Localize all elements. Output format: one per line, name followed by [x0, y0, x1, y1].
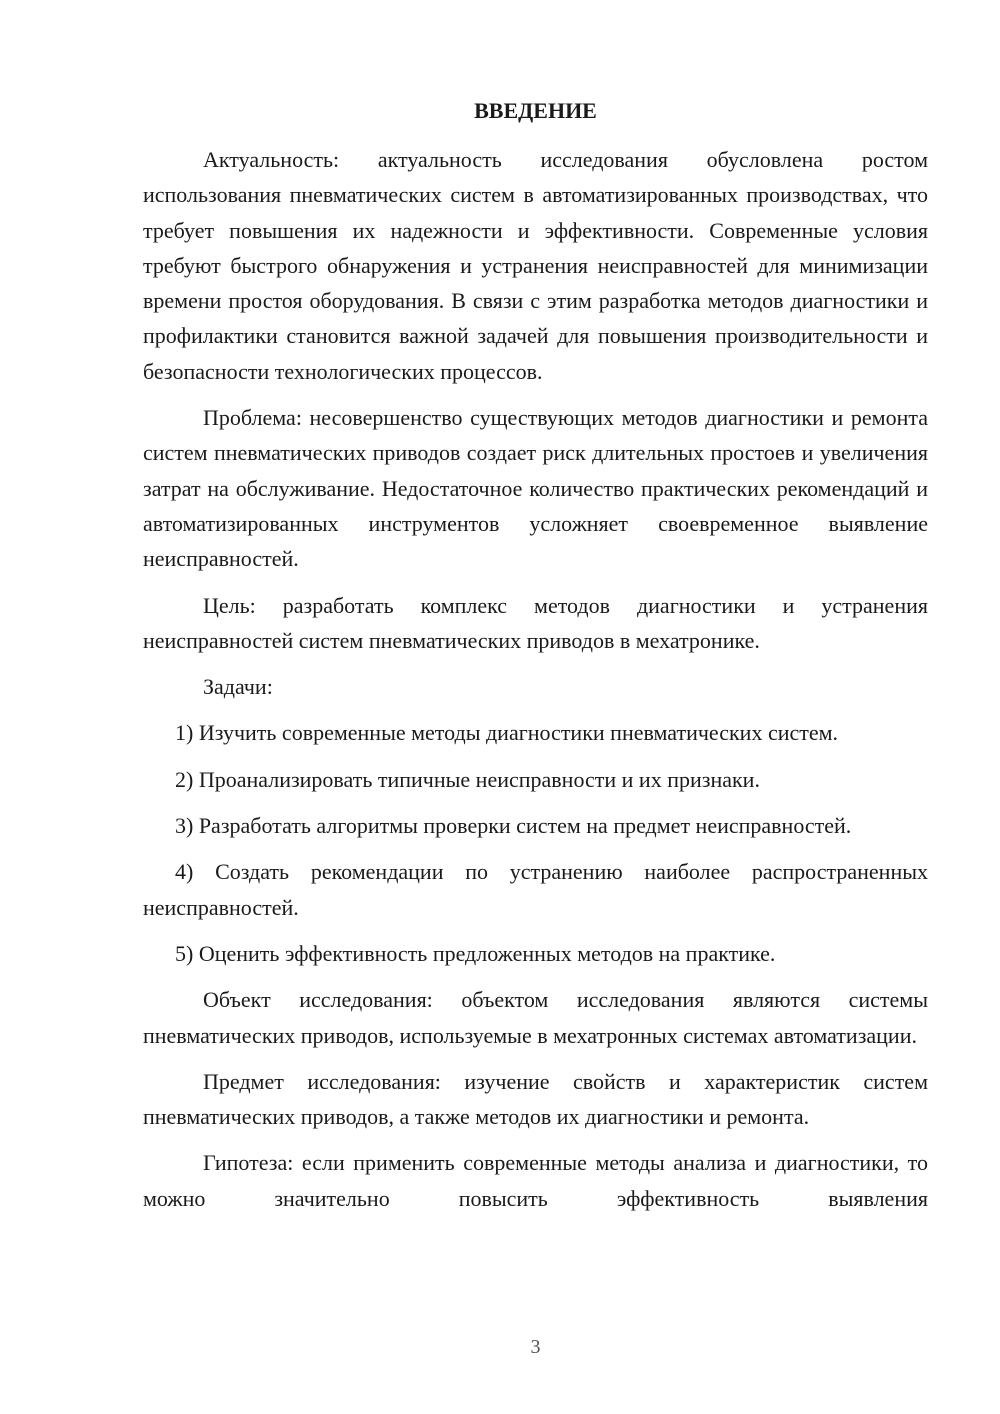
task-item-4: 4) Создать рекомендации по устранению наиболее распространенных неисправностей.	[143, 859, 928, 920]
page-title: ВВЕДЕНИЕ	[474, 98, 597, 123]
paragraph-relevance: Актуальность: актуальность исследования обусловлена ростом использования пневматических систем в автоматизированных производствах, что требует повышения их надежности и эффективности. Современные условия требуют быстрого обнаружения и устранения неисправностей для минимизации времени простоя оборудования. В связи с этим разработка методов диагностики и профилактики становится важной задачей для повышения производительности и безопасности технологических процессов.	[143, 147, 928, 384]
task-item-3: 3) Разработать алгоритмы проверки систем на предмет неисправностей.	[175, 813, 852, 839]
task-item-2: 2) Проанализировать типичные неисправности и их признаки.	[175, 766, 760, 792]
paragraph-hypothesis: Гипотеза: если применить современные методы анализа и диагностики, то можно значительно повысить эффективность выявления	[143, 1150, 928, 1211]
page-number: 3	[530, 1336, 541, 1358]
document-page	[143, 0, 928, 1414]
task-item-5: 5) Оценить эффективность предложенных методов на практике.	[175, 940, 776, 966]
paragraph-tasks-heading: Задачи:	[203, 674, 273, 700]
paragraph-problem: Проблема: несовершенство существующих методов диагностики и ремонта систем пневматических приводов создает риск длительных простоев и увеличения затрат на обслуживание. Недостаточное количество практических рекомендаций и автоматизированных инструментов усложняет своевременное выявление неисправностей.	[143, 405, 928, 572]
document-body	[143, 142, 928, 1216]
paragraph-object: Объект исследования: объектом исследования являются системы пневматических приводов, используемые в мехатронных системах автоматизации.	[143, 987, 928, 1048]
paragraph-subject: Предмет исследования: изучение свойств и характеристик систем пневматических приводов, а также методов их диагностики и ремонта.	[143, 1068, 928, 1130]
paragraph-goal: Цель: разработать комплекс методов диагностики и устранения неисправностей систем пневматических приводов в мехатронике.	[143, 592, 928, 653]
task-item-1: 1) Изучить современные методы диагностики пневматических систем.	[175, 720, 839, 746]
